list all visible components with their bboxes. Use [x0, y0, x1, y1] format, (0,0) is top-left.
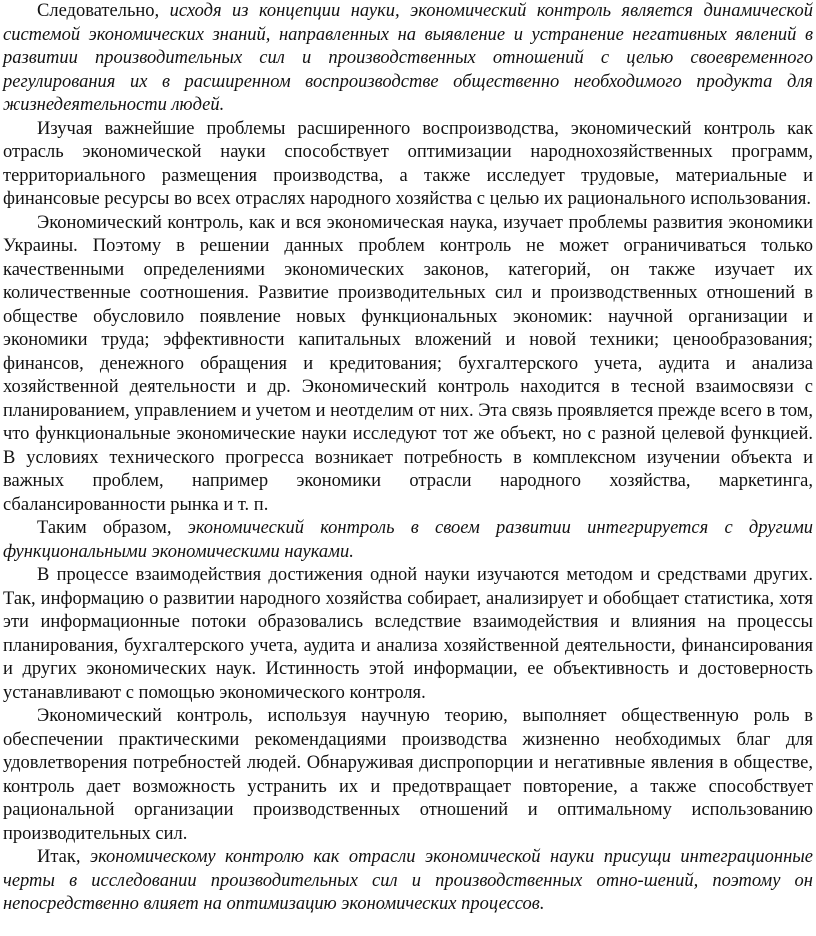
paragraph-tail: .	[349, 541, 354, 562]
paragraph-conclusion-traits	[3, 846, 813, 917]
paragraph-lead: Таким образом	[37, 518, 167, 538]
paragraph-social-role: Экономический контроль, используя научную теорию, выполняет общественную роль в обеспечении практическими рекомендациями производства жизненно необходимых благ для удовлетворения потребностей людей. Обнаруживая диспропорции и негативные явления в обществе, контроль дает возможность устранить их и предотвращает повторение, а также способствует рациональной организации производственных отношений и оптимальному использованию производительных сил.	[3, 706, 813, 844]
paragraph-conclusion-integration	[3, 517, 813, 564]
paragraph-tail: .	[219, 95, 225, 115]
paragraph-lead: Итак	[37, 847, 76, 867]
paragraph-separator: ,	[154, 1, 170, 21]
paragraph-tail: .	[539, 894, 545, 914]
paragraph-reproduction-problems: Изучая важнейшие проблемы расширенного воспроизводства, экономический контроль как отрасль экономической науки способствует оптимизации народнохозяйственных программ, территориального размещения производства, а также исследует трудовые, материальные и финансовые ресурсы во всех отраслях народного хозяйства с целью их рационального использования.	[3, 118, 813, 209]
paragraph-conclusion-definition	[3, 0, 813, 118]
paragraph-emphasis: экономическому контролю как отрасли экономической науки присущи интеграционные черты в исследовании производительных сил и производственных отно-шений, поэтому он непосредственно влияет на оптимизацию экономических процессов	[3, 847, 813, 914]
paragraph-separator: ,	[166, 518, 188, 538]
paragraph-economy-ukraine: Экономический контроль, как и вся экономическая наука, изучает проблемы развития экономики Украины. Поэтому в решении данных проблем контроль не может ограничиваться только качественными определениями экономических законов, категорий, он также изучает их количественные соотношения. Развитие производительных сил и производственных отношений в обществе обусловило появление новых функциональных экономик: научной организации и экономики труда; эффективности капитальных вложений и новой техники; ценообразования; финансов, денежного обращения и кредитования; бухгалтерского учета, аудита и анализа хозяйственной деятельности и др. Экономический контроль находится в тесной взаимосвязи с планированием, управлением и учетом и неотделим от них. Эта связь проявляется прежде всего в том, что функциональные экономические науки исследуют тот же объект, но с разной целевой функцией. В условиях технического прогресса возникает потребность в комплексном изучении объекта и важных проблем, например экономики отрасли народного хозяйства, маркетинга, сбалансированности рынка и т. п.	[3, 212, 813, 515]
paragraph-lead: Следовательно	[37, 1, 155, 21]
paragraph-emphasis: экономический контроль в своем развитии интегрируется с другими функциональными экономическими науками	[3, 518, 814, 562]
paragraph-separator: ,	[75, 847, 90, 867]
paragraph-emphasis: исходя из концепции науки, экономический контроль является динамической системой экономических знаний, направленных на выявление и устранение негативных явлений в развитии производительных сил и производственных отношений с целью своевременного регулирования их в расширенном воспроизводстве общественно необходимого продукта для жизнедеятельности людей	[3, 1, 813, 115]
paragraph-interaction-of-sciences: В процессе взаимодействия достижения одной науки изучаются методом и средствами других. Так, информацию о развитии народного хозяйства собирает, анализирует и обобщает статистика, хотя эти информационные потоки образовались вследствие взаимодействия и влияния на процессы планирования, бухгалтерского учета, аудита и анализа хозяйственной деятельности, финансирования и других экономических наук. Истинность этой информации, ее объективность и достоверность устанавливают с помощью экономического контроля.	[3, 565, 813, 703]
